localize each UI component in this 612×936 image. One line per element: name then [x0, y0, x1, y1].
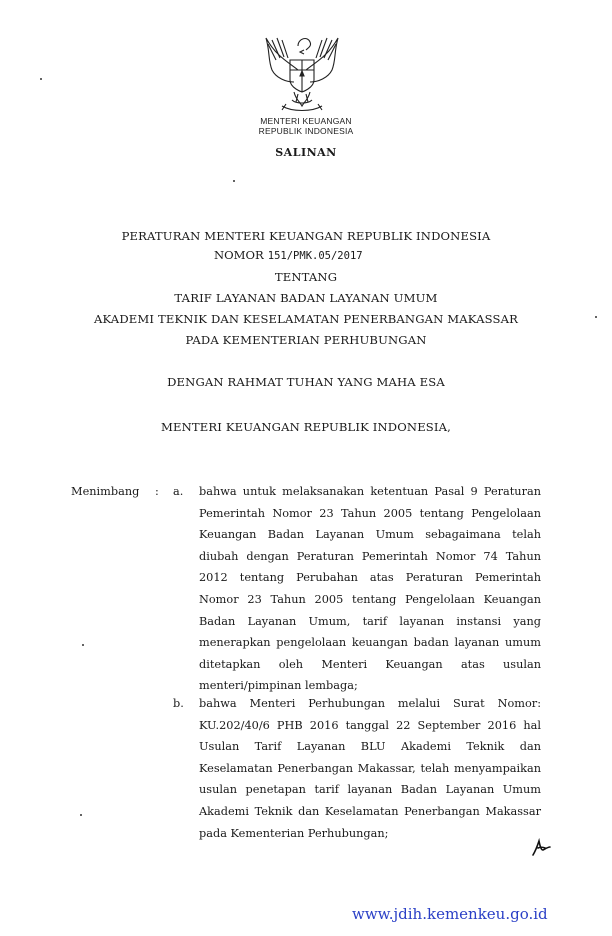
- subject-line-2: AKADEMI TEKNIK DAN KESELAMATAN PENERBANGAN MAKASSAR: [93, 312, 519, 326]
- salinan-stamp: SALINAN: [275, 146, 337, 159]
- minister-heading: MENTERI KEUANGAN REPUBLIK INDONESIA,: [160, 420, 451, 434]
- initial-paraf-mark: [530, 838, 552, 858]
- subject-line-1: TARIF LAYANAN BADAN LAYANAN UMUM: [174, 291, 438, 305]
- regulation-number: [214, 248, 363, 262]
- ministry-name-line1: MENTERI KEUANGAN: [260, 116, 352, 126]
- scan-speck: [233, 180, 235, 182]
- scan-speck: [40, 78, 42, 80]
- nomor-label: NOMOR: [214, 248, 264, 262]
- consideration-text-b: bahwa Menteri Perhubungan melalui Surat Nomor: KU.202/40/6 PHB 2016 tanggal 22 September 2016 hal Usulan Tarif Layanan BLU Akademi Teknik dan Keselamatan Penerbangan Makassar, telah menyampaikan usulan penetapan tarif layanan Badan Layanan Umum Akademi Teknik dan Keselamatan Penerbangan Makassar pada Kementerian Perhubungan;: [199, 697, 541, 840]
- nomor-value: 151/PMK.05/2017: [267, 250, 363, 262]
- ministry-name-line2: REPUBLIK INDONESIA: [258, 126, 354, 136]
- invocation: DENGAN RAHMAT TUHAN YANG MAHA ESA: [167, 375, 445, 389]
- scan-speck: [80, 814, 82, 816]
- consideration-letter-a: a.: [173, 485, 184, 498]
- consideration-letter-b: b.: [173, 697, 184, 710]
- menimbang-label: Menimbang: [71, 485, 140, 498]
- footer-website-link[interactable]: www.jdih.kemenkeu.go.id: [352, 905, 548, 923]
- scan-speck: [82, 644, 84, 646]
- menimbang-colon: :: [155, 485, 159, 498]
- scan-speck: [595, 316, 597, 318]
- tentang-heading: TENTANG: [274, 270, 338, 284]
- regulation-title: PERATURAN MENTERI KEUANGAN REPUBLIK INDONESIA: [121, 229, 491, 243]
- subject-line-3: PADA KEMENTERIAN PERHUBUNGAN: [185, 333, 427, 347]
- consideration-text-a: bahwa untuk melaksanakan ketentuan Pasal 9 Peraturan Pemerintah Nomor 23 Tahun 2005 tentang Pengelolaan Keuangan Badan Layanan Umum sebagaimana telah diubah dengan Peraturan Pemerintah Nomor 74 Tahun 2012 tentang Perubahan atas Peraturan Pemerintah Nomor 23 Tahun 2005 tentang Pengelolaan Keuangan Badan Layanan Umum, tarif layanan instansi yang menerapkan pengelolaan keuangan badan layanan umum ditetapkan oleh Menteri Keuangan atas usulan menteri/pimpinan lembaga;: [199, 485, 541, 693]
- garuda-emblem-icon: [258, 30, 346, 114]
